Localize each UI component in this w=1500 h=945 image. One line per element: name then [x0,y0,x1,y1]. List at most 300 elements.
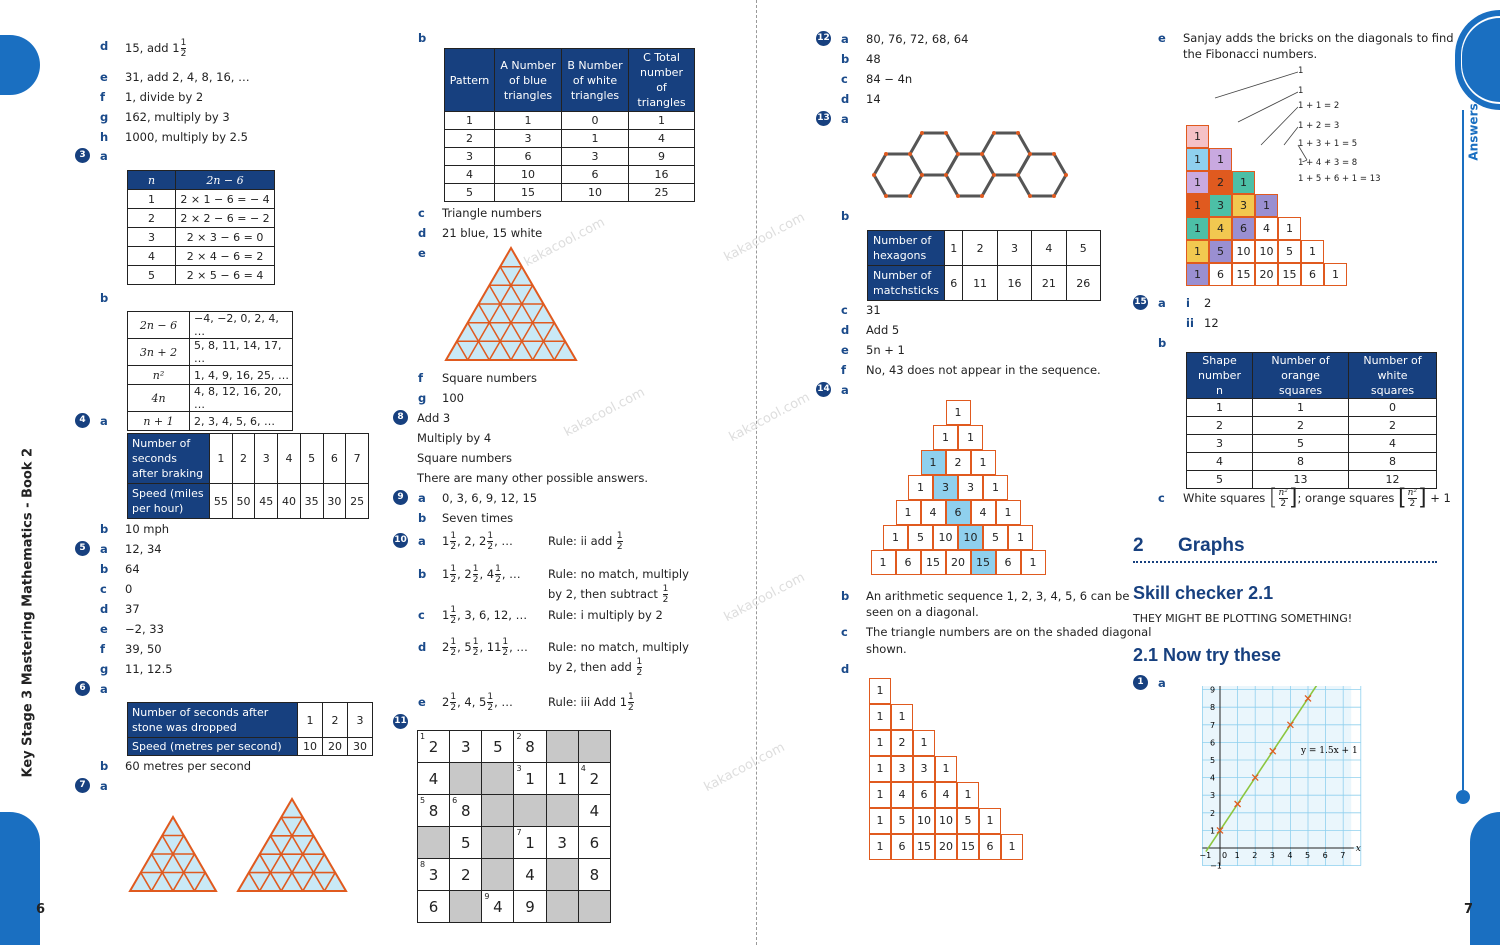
cell: 1 [1253,399,1349,417]
cell: 4 [629,130,695,148]
answer-8-line3: Square numbers [417,451,513,465]
right-bottom-tab [1470,812,1500,945]
pascal-cell: 1 [1186,263,1209,286]
pascal-cell: 1 [913,730,935,756]
fraction [637,657,643,678]
pascal-cell: 15 [913,834,935,860]
label-5e: e [100,622,108,636]
pascal-cell: 1 [1001,834,1023,860]
cell: 5 [1187,471,1253,489]
fraction [473,564,479,585]
pascal-cell: 1 [971,450,996,475]
fraction [450,531,456,552]
cell: 25 [346,484,369,519]
label-4a: a [100,414,108,428]
grid-cell: 8 3 [418,859,450,891]
numerator: 1 [450,637,457,647]
question-15-badge: 15 [1133,295,1148,310]
cell: 2 × 1 − 6 = − 4 [176,190,275,209]
cell: 1 [1187,399,1253,417]
grid-cell [514,795,546,827]
answer-9b: Seven times [442,511,514,525]
pascal-cell: 4 [1209,217,1232,240]
label-5g: g [100,662,109,676]
grid-cell: 7 1 [514,827,546,859]
pascal-cell: 6 [946,500,971,525]
y-tick-label: 5 [1210,756,1216,765]
grid-cell [450,891,482,923]
answer-9a: 0, 3, 6, 9, 12, 15 [442,491,538,505]
cell: 5 [300,434,323,484]
numerator: 1 [628,692,634,702]
label-7b: b [418,31,427,45]
label-15a: a [1158,296,1166,310]
table-3b [127,311,293,431]
clue-number: 3 [516,764,522,773]
equation-label: y = 1.5x + 1 [1300,745,1358,756]
cell: 5, 8, 11, 14, 17, … [190,339,293,366]
y-tick-label: 1 [1210,826,1216,836]
grid-cell: 3 1 [514,763,546,795]
watermark: kakacool.com [721,209,808,266]
rule-10c: Rule: i multiply by 2 [548,608,663,622]
denominator: 2 [636,668,643,678]
question-8-badge: 8 [393,410,408,425]
numerator: 1 [450,692,457,702]
answer-15c-text1: White squares [1183,491,1266,505]
rule-10a [548,527,624,555]
row-header-hexagons: Number of hexagons [868,231,945,266]
pascal-cell: 1 [1186,125,1209,148]
pascal-cell: 1 [869,782,891,808]
answer-5e: −2, 33 [125,622,164,636]
pascal-cell: 1 [979,808,1001,834]
answer-15c-text3: + 1 [1430,491,1451,505]
cell: 1 [629,112,695,130]
fraction [487,531,493,552]
grid-cell: 1 2 [418,731,450,763]
clue-number: 8 [420,860,426,869]
grid-cell: 5 [450,827,482,859]
skill-checker-title: Skill checker 2.1 [1133,583,1274,603]
answer-2e: 31, add 2, 4, 8, 16, … [125,70,250,84]
denominator: 2 [662,595,669,605]
fibonacci-arrow [1238,92,1298,122]
denominator: 2 [616,542,623,552]
pascal-cell: 1 [908,475,933,500]
section-divider [1133,561,1437,563]
cell: 4, 8, 12, 16, 20, … [190,385,293,412]
cell: 30 [348,738,373,756]
fraction [450,564,456,585]
cell: 3 [1187,435,1253,453]
numerator: 1 [502,637,509,647]
cell: 2 [445,130,495,148]
rule-10b-line1: Rule: no match, multiply [548,567,689,581]
cell: 1 [298,703,323,738]
cell: 25 [629,184,695,202]
answer-5b: 64 [125,562,140,576]
pascal-cell: 1 [871,550,896,575]
sequence-10d: 2 $\frac{1}{2}$ , 5 $\frac{1}{2}$ , 11 $\frac{1}{2}$ , … [442,637,528,658]
cell: 12 [1349,471,1437,489]
label-13d: d [841,323,850,337]
numerator: 1 [495,564,501,574]
question-10-badge: 10 [393,533,408,548]
grid-cell [546,731,578,763]
label-15b: b [1158,336,1167,350]
answer-12e-line1: Sanjay adds the bricks on the diagonals to find [1183,31,1454,45]
hexagon-matchsticks [866,128,1072,204]
row-header-seconds-stone: Number of seconds after stone was dropped [128,703,298,738]
answers-tab-label: Answers [1466,103,1481,161]
numerator: 1 [472,637,479,647]
cell: 40 [278,484,301,519]
answer-5c: 0 [125,582,133,596]
right-side-line [1462,110,1464,790]
pascal-cell: 6 [1301,263,1324,286]
pascal-cell: 15 [921,550,946,575]
grid-cell: 4 2 [578,763,610,795]
cell: 3 [997,231,1031,266]
now-try-title: 2.1 Now try these [1133,645,1282,665]
right-page-number: 7 [1464,902,1474,917]
cell: 8 [1253,453,1349,471]
cell: 2, 3, 4, 5, 6, … [190,412,293,431]
cell: 1 [445,112,495,130]
label-5a: a [100,542,108,556]
numerator: 1 [450,531,457,541]
cell: 3 [255,434,278,484]
cell: 10 [495,166,562,184]
cell: 20 [323,738,348,756]
grid-cell [418,827,450,859]
pascal-cell: 1 [869,808,891,834]
grid-cell [450,763,482,795]
question-11-badge: 11 [393,714,408,729]
answer-13f: No, 43 does not appear in the sequence. [866,363,1101,377]
cell: 2 [232,434,255,484]
cell: 2 × 3 − 6 = 0 [176,228,275,247]
answer-12c: 84 − 4n [866,72,913,86]
grid-cell: 4 [514,859,546,891]
cell: 6 [495,148,562,166]
left-top-tab [0,35,40,95]
cell: 4 [1032,231,1066,266]
fraction [502,637,508,658]
row-header-speed: Speed (miles per hour) [128,484,210,519]
sequence-10b: 1 $\frac{1}{2}$ , 2 $\frac{1}{2}$ , 4 $\frac{1}{2}$ , … [442,564,521,585]
answer-5a: 12, 34 [125,542,162,556]
pascal-cell: 1 [933,425,958,450]
label-14d: d [841,662,850,676]
fibonacci-sum-label: 1 + 5 + 6 + 1 = 13 [1298,174,1381,184]
fibonacci-arrow [1261,107,1298,145]
pascal-cell: 1 [921,450,946,475]
header-orange: Number of orange squares [1253,353,1349,399]
cell: 11 [963,266,997,301]
cell: 3 [445,148,495,166]
cell: 1, 4, 9, 16, 25, … [190,366,293,385]
answer-7g: 100 [442,391,464,405]
label-7d: d [418,226,427,240]
label-10d: d [418,640,427,654]
pascal-cell: 1 [958,425,983,450]
pascal-cell: 1 [883,525,908,550]
label-h: h [100,130,109,144]
label-7e: e [418,246,426,260]
pascal-cell: 5 [957,808,979,834]
answer-15a-i: 2 [1204,296,1212,310]
x-tick-label: −1 [1199,851,1212,860]
cell: 6 [562,166,629,184]
cell: 50 [232,484,255,519]
label-9b: b [418,511,427,525]
label-10b: b [418,567,427,581]
grid-cell [482,763,514,795]
y-tick-label: 8 [1210,703,1216,713]
label-f: f [100,90,106,104]
pascal-cell: 1 [1021,550,1046,575]
denominator: 2 [450,575,457,585]
cell: 16 [629,166,695,184]
sequence-10a: 1 $\frac{1}{2}$ , 2, 2 $\frac{1}{2}$ , … [442,531,513,552]
y-tick-label: 6 [1210,738,1216,748]
denominator: 2 [487,703,494,713]
label-e: e [100,70,108,84]
numerator: 1 [180,38,187,48]
row-header-matchsticks: Number of matchsticks [868,266,945,301]
cell: 7 [346,434,369,484]
denominator: 2 [502,648,509,658]
label-13c: c [841,303,848,317]
label-14c: c [841,625,848,639]
cell: 1 [128,190,176,209]
grid-cell [482,795,514,827]
table-4a [127,433,369,519]
fraction [450,637,456,658]
fibonacci-sum-label: 1 + 4 + 3 = 8 [1298,158,1358,168]
pascal-cell: 1 [869,678,891,704]
question-6-badge: 6 [75,681,90,696]
answer-13e: 5n + 1 [866,343,905,357]
label-d: d [100,39,109,53]
grid-cell [578,731,610,763]
section-title: Graphs [1178,535,1245,556]
clue-number: 2 [516,732,522,741]
label-7g: g [418,391,427,405]
header-white: B Number of white triangles [562,49,629,112]
pascal-cell: 20 [935,834,957,860]
fibonacci-arrow [1215,72,1298,98]
pascal-cell: 1 [983,475,1008,500]
label-7a: a [100,779,108,793]
clue-number: 4 [580,764,586,773]
label-3a: a [100,149,108,163]
fraction [617,531,623,552]
cell: 3 [348,703,373,738]
answer-14b-line2: seen on a diagonal. [866,605,979,619]
question-1-badge: 1 [1133,675,1148,690]
clue-number: 6 [452,796,458,805]
pascal-cell: 1 [1232,171,1255,194]
cell: 4n [128,385,190,412]
pascal-cell: 10 [933,525,958,550]
pascal-cell: 1 [869,704,891,730]
cell: 3 [562,148,629,166]
numerator: 1 [487,531,494,541]
pascal-cell: 10 [1232,240,1255,263]
pascal-cell: 15 [1232,263,1255,286]
header-blue: A Number of blue triangles [495,49,562,112]
pascal-cell: 4 [891,782,913,808]
triangle-pattern-4 [128,815,218,893]
answer-12d: 14 [866,92,881,106]
y-tick-label: 4 [1210,773,1216,783]
pascal-cell: 5 [983,525,1008,550]
pascal-cell: 1 [935,756,957,782]
grid-cell: 4 [578,795,610,827]
pascal-cell: 3 [1209,194,1232,217]
answer-8-line2: Multiply by 4 [417,431,492,445]
denominator: 2 [495,575,501,585]
denominator: 2 [450,648,457,658]
pascal-cell: 5 [908,525,933,550]
sequence-10c: 1 $\frac{1}{2}$ , 3, 6, 12, … [442,605,528,626]
pascal-cell: 1 [869,730,891,756]
x-tick-label: 4 [1287,851,1293,860]
label-13b: b [841,209,850,223]
pascal-cell: 15 [971,550,996,575]
rule-10a-text: Rule: ii add [548,534,613,548]
row-header-speed-stone: Speed (metres per second) [128,738,298,756]
label-7c: c [418,206,425,220]
grid-cell [578,891,610,923]
pascal-cell: 10 [935,808,957,834]
pascal-cell: 10 [1255,240,1278,263]
grid-cell: 5 [482,731,514,763]
rule-10e-text: Rule: iii Add 1 [548,695,628,709]
cell: 2 × 5 − 6 = 4 [176,266,275,285]
grid-cell: 5 8 [418,795,450,827]
label-15a-ii: ii [1186,316,1194,330]
answer-7c: Triangle numbers [442,206,542,220]
label-6b: b [100,759,109,773]
question-9-badge: 9 [393,490,408,505]
pascal-cell: 1 [869,756,891,782]
label-12c: c [841,72,848,86]
cell: 2 [1253,417,1349,435]
label-12b: b [841,52,850,66]
cell: 5 [128,266,176,285]
clue-number: 9 [484,892,490,901]
x-tick-label: 3 [1269,851,1275,860]
pascal-cell: 20 [946,550,971,575]
numerator: 1 [616,531,623,541]
answer-12e-line2: the Fibonacci numbers. [1183,47,1318,61]
pascal-cell: 1 [1008,525,1033,550]
label-15a-i: i [1186,296,1190,310]
pascal-cell: 3 [1232,194,1255,217]
cell: 45 [255,484,278,519]
answer-2h: 1000, multiply by 2.5 [125,130,248,144]
answer-7f: Square numbers [442,371,538,385]
header-n: n [128,171,176,190]
y-tick-label: 2 [1210,808,1216,818]
pascal-cell: 1 [891,704,913,730]
pascal-cell: 6 [996,550,1021,575]
watermark: kakacool.com [561,384,648,441]
grid-cell: 6 [578,827,610,859]
pascal-cell: 2 [1209,171,1232,194]
question-14-badge: 14 [816,382,831,397]
pascal-cell: 5 [891,808,913,834]
cell: 1 [495,112,562,130]
denominator: 2 [450,616,457,626]
label-3b: b [100,291,109,305]
cell: 30 [323,484,346,519]
label-5d: d [100,602,109,616]
answer-12a: 80, 76, 72, 68, 64 [866,32,969,46]
fraction [628,692,634,713]
cell: n + 1 [128,412,190,431]
cell: 4 [278,434,301,484]
label-5f: f [100,642,106,656]
numerator: 1 [450,605,457,615]
answer-15a-ii: 12 [1204,316,1219,330]
pascal-cell: 2 [891,730,913,756]
pascal-cell: 5 [1278,240,1301,263]
question-4-badge: 4 [75,413,90,428]
question-7-badge: 7 [75,778,90,793]
answer-2d [125,38,187,59]
y-tick-label: 9 [1210,686,1216,695]
cell: n² [128,366,190,385]
clue-number: 1 [420,732,426,741]
label-10c: c [418,608,425,622]
grid-cell: 3 [546,827,578,859]
denominator: 2 [472,648,479,658]
y-tick-label: 3 [1210,791,1216,801]
pascal-cell: 3 [958,475,983,500]
table-13b [867,230,1101,301]
grid-cell: 1 [546,763,578,795]
cell: 4 [1187,453,1253,471]
cell: 2 × 4 − 6 = 2 [176,247,275,266]
answer-6b: 60 metres per second [125,759,252,773]
x-axis-label: x [1355,844,1361,854]
answer-13d: Add 5 [866,323,900,337]
cell: 15 [495,184,562,202]
cell: 0 [1349,399,1437,417]
x-tick-label: 2 [1252,851,1258,860]
table-6a [127,702,373,756]
grid-cell: 2 8 [514,731,546,763]
pascal-cell: 1 [1209,148,1232,171]
pascal-cell: 1 [1255,194,1278,217]
fraction [450,605,456,626]
pascal-cell: 6 [896,550,921,575]
cell: 3n + 2 [128,339,190,366]
grid-cell: 6 8 [450,795,482,827]
pascal-cell: 1 [996,500,1021,525]
header-shape: Shape number n [1187,353,1253,399]
numerator: 1 [636,657,643,667]
answer-5g: 11, 12.5 [125,662,173,676]
pascal-cell: 1 [1186,171,1209,194]
grid-cell: 8 [578,859,610,891]
right-side-dot [1456,790,1470,804]
